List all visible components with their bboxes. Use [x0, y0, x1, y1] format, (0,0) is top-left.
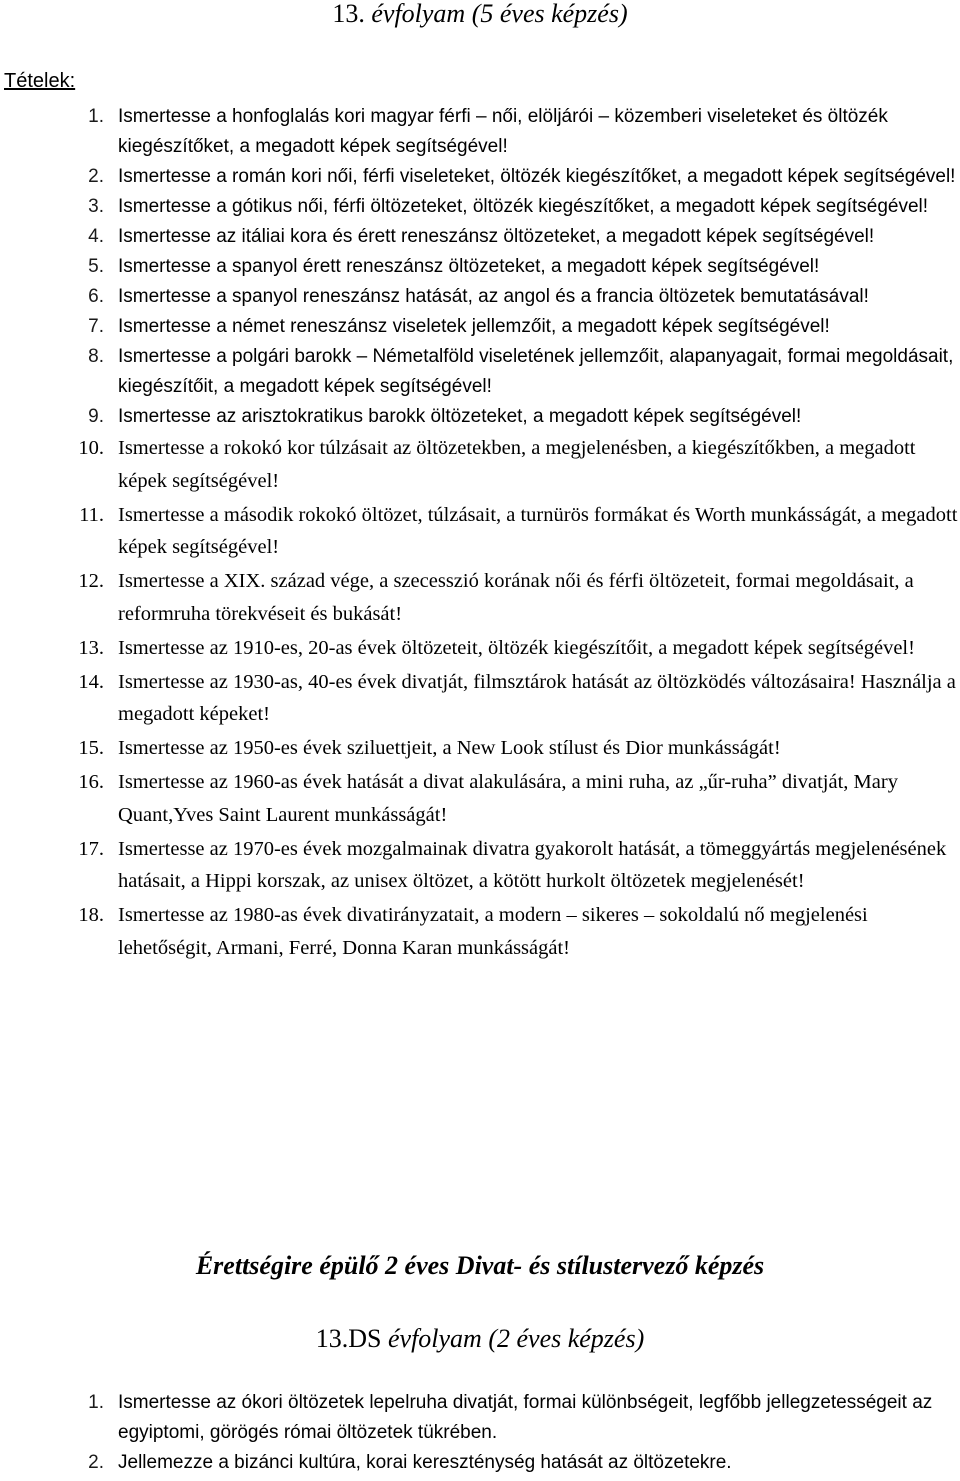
list-item-number: 18.: [78, 904, 104, 926]
list-item-number: 4.: [88, 226, 104, 247]
list-item: [0, 632, 958, 665]
list-item: [0, 312, 958, 342]
list-item-text: Ismertesse az 1930-as, 40-es évek divatját, filmsztárok hatását az öltözködés változásaira! Használja a megadott képeket!: [118, 670, 956, 725]
list-item-text: Jellemezze a bizánci kultúra, korai kereszténység hatását az öltözetekre.: [118, 1452, 732, 1473]
list-item: [0, 282, 958, 312]
list-item-number: 6.: [88, 286, 104, 307]
list-item-text: Ismertesse a spanyol érett reneszánsz öltözeteket, a megadott képek segítségével!: [118, 256, 820, 277]
list-item-number: 11.: [79, 503, 104, 526]
list-item: [0, 899, 958, 964]
section-title: [0, 1325, 960, 1353]
list-item: [0, 162, 958, 192]
list-item: [0, 1388, 958, 1448]
list-item-text: Ismertesse a román kori női, férfi viseleteket, öltözék kiegészítőket, a megadott képek segítségével!: [118, 166, 956, 187]
list-item: [0, 1448, 958, 1478]
page-title-number: 13.: [332, 0, 365, 28]
list-item: [0, 222, 958, 252]
section-title-number: 13.DS: [315, 1324, 382, 1353]
list-item-text: Ismertesse az itáliai kora és érett reneszánsz öltözeteket, a megadott képek segítségével!: [118, 226, 875, 247]
list-item-number: 16.: [78, 771, 104, 793]
list-item: [0, 666, 958, 731]
list-item: [0, 565, 958, 630]
section-heading: Érettségire épülő 2 éves Divat- és stílustervező képzés: [195, 1251, 765, 1280]
list-item-number: 1.: [88, 106, 104, 127]
list-item-number: 2.: [88, 166, 104, 187]
list-item-text: Ismertesse az ókori öltözetek lepelruha divatját, formai különbségeit, legfőbb jellegzetességeit az egyiptomi, görögés római öltözetek tükrében.: [118, 1392, 933, 1443]
list-item-text: Ismertesse a honfoglalás kori magyar férfi – női, elöljárói – közemberi viseleteket és öltözék kiegészítőket, a megadott képek segítségével!: [118, 106, 888, 157]
list-item-text: Ismertesse a rokokó kor túlzásait az öltözetekben, a megjelenésben, a kiegészítőkben, a megadott képek segítségével!: [118, 437, 916, 492]
list-item: [0, 432, 958, 497]
topics-list-2: [0, 1388, 960, 1478]
list-item-text: Ismertesse az 1980-as évek divatirányzatait, a modern – sikeres – sokoldalú nő megjelenési lehetőségit, Armani, Ferré, Donna Karan munkásságát!: [118, 904, 868, 959]
list-item-text: Ismertesse az 1950-es évek sziluettjeit, a New Look stílust és Dior munkásságát!: [118, 737, 781, 759]
list-item-text: Ismertesse a polgári barokk – Németalföld viseletének jellemzőit, alapanyagait, formai megoldásait, kiegészítőit, a megadott képek segítségével!: [118, 346, 954, 397]
list-item-text: Ismertesse a második rokokó öltözet, túlzásait, a turnürös formákat és Worth munkásságát, a megadott képek segítségével!: [118, 503, 958, 558]
list-item-number: 5.: [88, 256, 104, 277]
list-item-number: 3.: [88, 196, 104, 217]
list-item-number: 1.: [88, 1392, 104, 1413]
list-item: [0, 252, 958, 282]
list-item-number: 17.: [78, 837, 104, 860]
list-item: [0, 102, 958, 162]
list-item: [0, 766, 958, 831]
list-item-number: 14.: [78, 670, 104, 693]
list-item-text: Ismertesse az arisztokratikus barokk öltözeteket, a megadott képek segítségével!: [118, 406, 802, 427]
list-item: [0, 342, 958, 402]
list-item-number: 9.: [88, 406, 104, 427]
page-title: [0, 0, 960, 28]
list-item-number: 2.: [88, 1452, 104, 1473]
list-item-text: Ismertesse az 1960-as évek hatását a divat alakulására, a mini ruha, az „űr-ruha” divatját, Mary Quant,Yves Saint Laurent munkásságát!: [118, 771, 898, 826]
list-item: [0, 833, 958, 898]
section-title-text: évfolyam (2 éves képzés): [387, 1324, 645, 1353]
list-item-number: 10.: [78, 437, 104, 459]
list-item-number: 12.: [78, 570, 104, 592]
page-title-text: évfolyam (5 éves képzés): [371, 0, 628, 28]
list-item: [0, 499, 958, 564]
list-item-text: Ismertesse a német reneszánsz viseletek jellemzőit, a megadott képek segítségével!: [118, 316, 830, 337]
list-item: [0, 402, 958, 432]
list-item-text: Ismertesse a XIX. század vége, a szecesszió korának női és férfi öltözeteit, formai megoldásait, a reformruha törekvéseit és bukását!: [118, 570, 914, 625]
list-item-number: 15.: [78, 737, 104, 759]
list-item-text: Ismertesse az 1910-es, 20-as évek öltözeteit, öltözék kiegészítőit, a megadott képek segítségével!: [118, 636, 915, 659]
topics-label: Tételek:: [4, 70, 76, 92]
list-item-text: Ismertesse a spanyol reneszánsz hatását, az angol és a francia öltözetek bemutatásával!: [118, 286, 869, 307]
list-item: [0, 732, 958, 765]
list-item-number: 7.: [88, 316, 104, 337]
list-item-number: 13.: [78, 636, 104, 659]
list-item-text: Ismertesse a gótikus női, férfi öltözeteket, öltözék kiegészítőket, a megadott képek segítségével!: [118, 196, 929, 217]
list-item: [0, 192, 958, 222]
list-item-number: 8.: [88, 346, 104, 367]
list-item-text: Ismertesse az 1970-es évek mozgalmainak divatra gyakorolt hatását, a tömeggyártás megjelenésének hatásait, a Hippi korszak, az unisex öltözet, a kötött hurkolt öltözetek megjelenését!: [118, 837, 947, 892]
topics-list: [0, 102, 960, 964]
